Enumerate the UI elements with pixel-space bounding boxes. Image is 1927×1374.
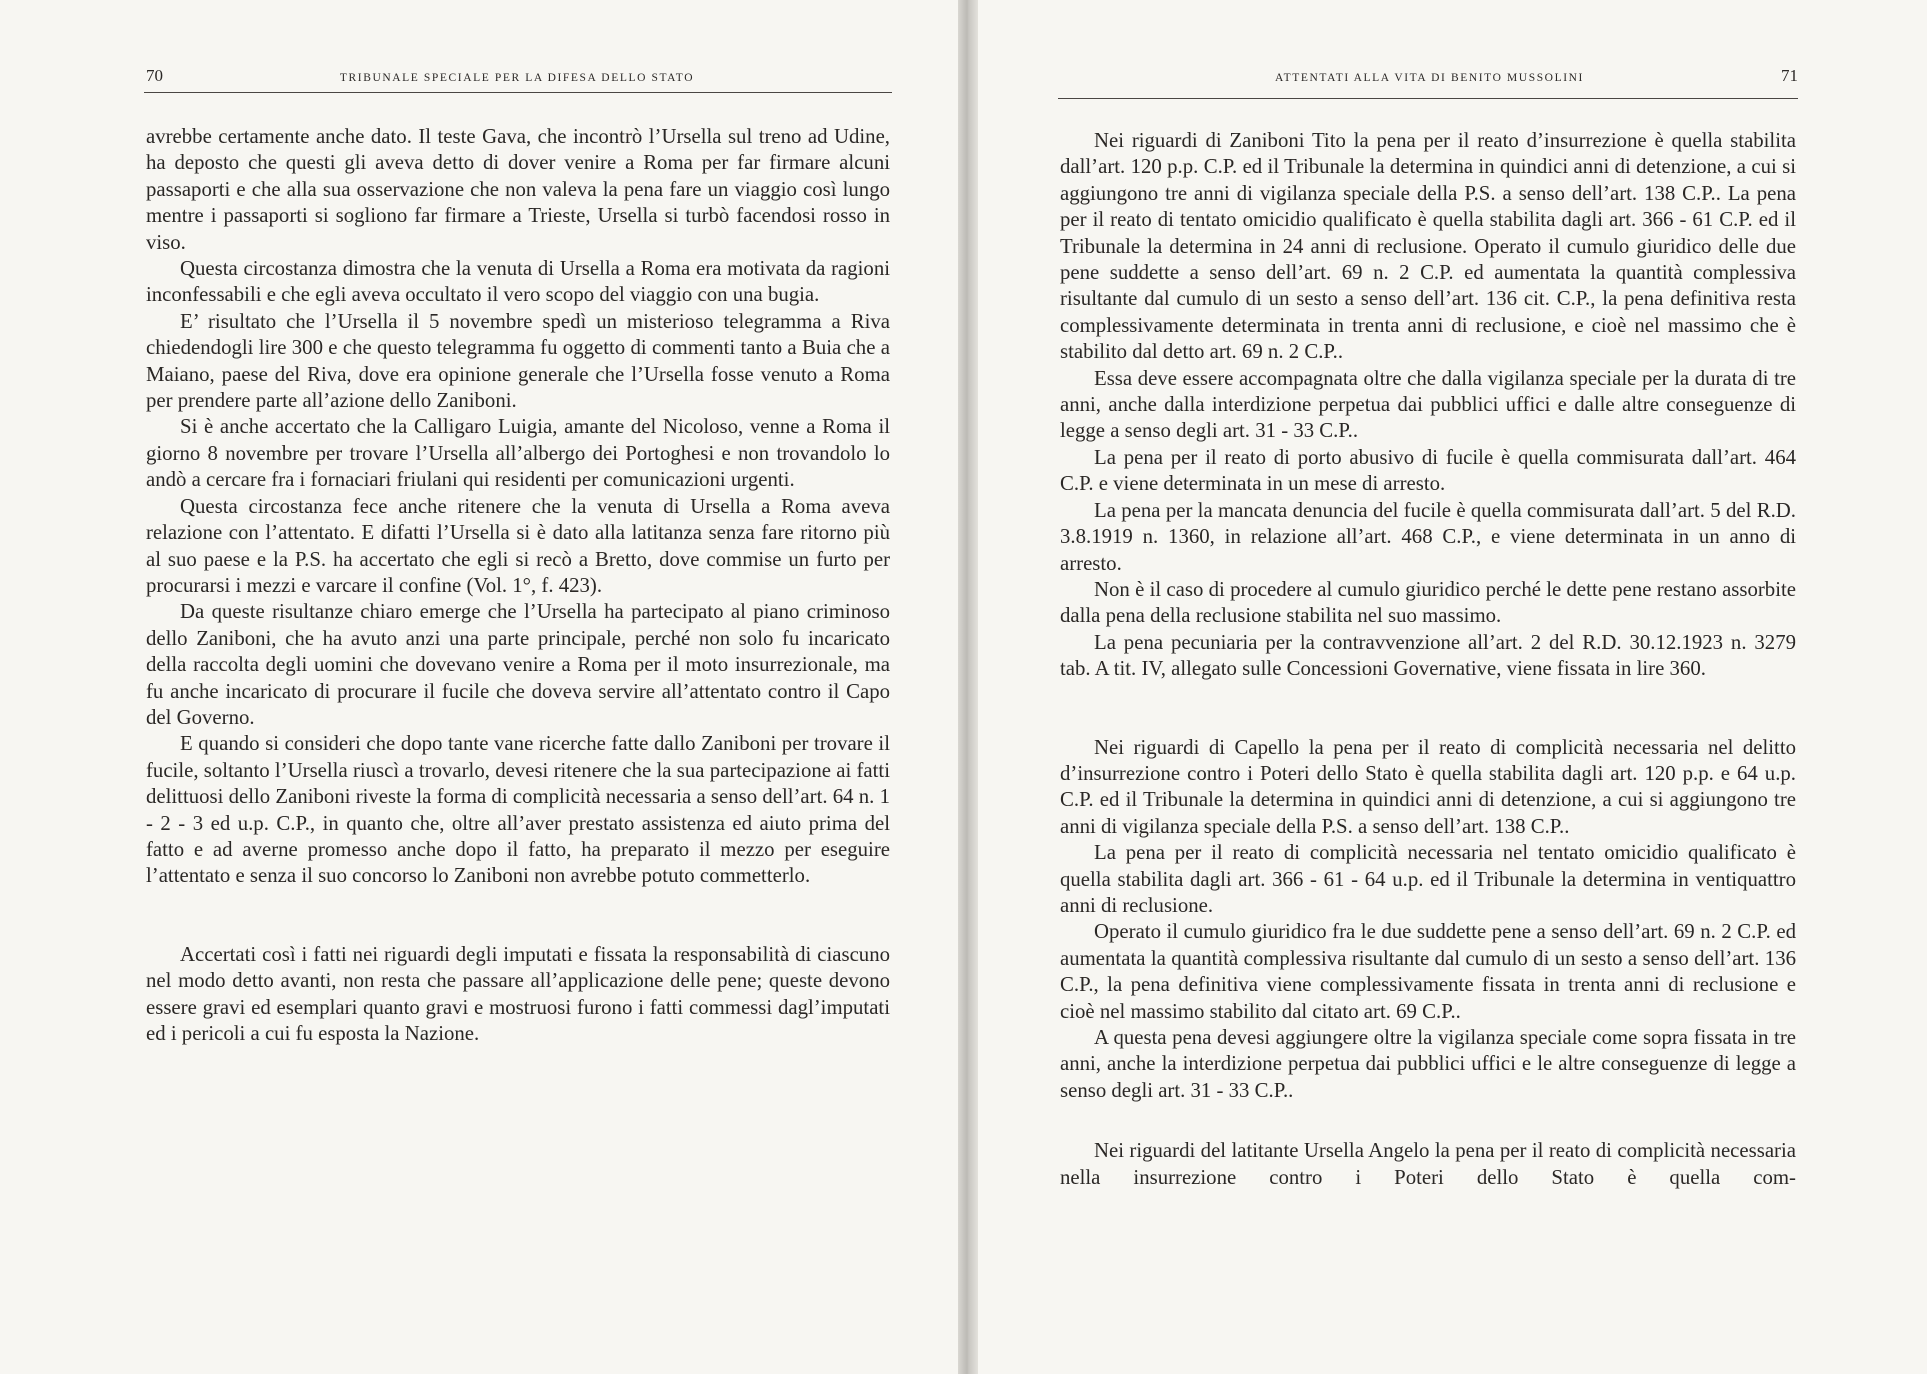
paragraph: avrebbe certamente anche dato. Il teste Gava, che incontrò l’Ursella sul treno ad Udine, ha deposto che questi gli aveva detto di dover venire a Roma per far firmare alcuni passaporti e che alla sua osservazione che non valeva la pena fare un viaggio così lungo mentre i passaporti si sogliono far firmare a Trieste, Ursella si turbò facendosi rosso in viso. (146, 125, 890, 254)
left-running-title: TRIBUNALE SPECIALE PER LA DIFESA DELLO STATO (339, 72, 695, 84)
paragraph: La pena per il reato di complicità necessaria nel tentato omicidio qualificato è quella stabilita dagli art. 366 - 61 - 64 u.p. ed il Tribunale la determina in ventiquattro anni di reclusione. (1060, 841, 1796, 917)
left-page (0, 0, 958, 1374)
left-running-head (146, 66, 891, 86)
paragraph: Essa deve essere accompagnata oltre che dalla vigilanza speciale per la durata di tre anni, anche dalla interdizione perpetua dai pubblici uffici e dalle altre conseguenze di legge a senso degli art. 31 - 33 C.P.. (1060, 366, 1796, 443)
paragraph: La pena per il reato di porto abusivo di fucile è quella commisurata dall’art. 464 C.P. e viene determinata in un mese di arresto. (1060, 445, 1796, 496)
paragraph: Si è anche accertato che la Calligaro Luigia, amante del Nicoloso, venne a Roma il giorno 8 novembre per trovare l’Ursella all’albergo dei Portoghesi e non trovandolo lo andò a cercare fra i fornaciari friulani qui residenti per comunicazioni urgenti. (146, 415, 890, 492)
right-running-title: ATTENTATI ALLA VITA DI BENITO MUSSOLINI (1275, 72, 1584, 84)
paragraph: Questa circostanza dimostra che la venuta di Ursella a Roma era motivata da ragioni inconfessabili e che egli aveva occultato il vero scopo del viaggio con una bugia. (146, 257, 890, 307)
paragraph: Non è il caso di procedere al cumulo giuridico perché le dette pene restano assorbite dalla pena della reclusione stabilita nel suo massimo. (1060, 577, 1796, 628)
right-running-head (1058, 66, 1798, 86)
left-header-rule (144, 92, 892, 93)
paragraph: Questa circostanza fece anche ritenere che la venuta di Ursella a Roma aveva relazione con l’attentato. E difatti l’Ursella si è dato alla latitanza senza fare ritorno più al suo paese e la P.S. ha accertato che egli si recò a Bretto, dove commise un furto per procurarsi i mezzi e varcare il confine (Vol. 1°, f. 423). (146, 494, 890, 597)
left-page-number: 70 (146, 66, 163, 85)
left-body-text (146, 124, 890, 1047)
book-gutter (958, 0, 978, 1374)
paragraph: La pena pecuniaria per la contravvenzione all’art. 2 del R.D. 30.12.1923 n. 3279 tab. A tit. IV, allegato sulle Concessioni Governative, viene fissata in lire 360. (1060, 630, 1796, 681)
right-header-rule (1058, 98, 1798, 99)
paragraph: Da queste risultanze chiaro emerge che l’Ursella ha partecipato al piano criminoso dello Zaniboni, che ha avuto anzi una parte principale, perché non solo fu incaricato della raccolta degli uomini che dovevano venire a Roma per il moto insurrezionale, ma fu anche incaricato di procurare il fucile che doveva servire all’attentato contro il Capo del Governo. (146, 600, 890, 729)
paragraph: Nei riguardi di Zaniboni Tito la pena per il reato d’insurrezione è quella stabilita dall’art. 120 p.p. C.P. ed il Tribunale la determina in quindici anni di detenzione, a cui si aggiungono tre anni di vigilanza speciale della P.S. a senso dell’art. 138 C.P.. La pena per il reato di tentato omicidio qualificato è quella stabilita dagli art. 366 - 61 C.P. ed il Tribunale la determina in 24 anni di reclusione. Operato il cumulo giuridico delle due pene suddette a senso dell’art. 69 n. 2 C.P. ed aumentata la quantità complessiva risultante dal cumulo di un sesto a senso dell’art. 136 cit. C.P., la pena definitiva resta complessivamente determinata in trenta anni di reclusione, e cioè nel massimo che è stabilito dal detto art. 69 n. 2 C.P.. (1060, 129, 1796, 364)
paragraph: La pena per la mancata denuncia del fucile è quella commisurata dall’art. 5 del R.D. 3.8.1919 n. 1360, in relazione all’art. 468 C.P., e viene determinata in un anno di arresto. (1060, 498, 1796, 575)
right-page (978, 0, 1927, 1374)
paragraph: Accertati così i fatti nei riguardi degli imputati e fissata la responsabilità di ciascuno nel modo detto avanti, non resta che passare all’applicazione delle pene; queste devono essere gravi ed esemplari quanto gravi e mostruosi furono i fatti commessi dagl’imputati ed i pericoli a cui fu esposta la Nazione. (146, 942, 890, 1045)
paragraph: A questa pena devesi aggiungere oltre la vigilanza speciale come sopra fissata in tre anni, anche la interdizione perpetua dai pubblici uffici e le altre conseguenze di legge a senso degli art. 31 - 33 C.P.. (1060, 1026, 1796, 1102)
paragraph: Nei riguardi di Capello la pena per il reato di complicità necessaria nel delitto d’insurrezione contro i Poteri dello Stato è quella stabilita dagli art. 120 p.p. e 64 u.p. C.P. ed il Tribunale la determina in quindici anni di detenzione, a cui si aggiungono tre anni di vigilanza speciale della P.S. a senso dell’art. 138 C.P.. (1060, 735, 1796, 838)
paragraph: E’ risultato che l’Ursella il 5 novembre spedì un misterioso telegramma a Riva chiedendogli lire 300 e che questo telegramma fu oggetto di commenti tanto a Buia che a Maiano, paese del Riva, dove era opinione generale che l’Ursella fosse venuto a Roma per prendere parte all’azione dello Zaniboni. (146, 309, 890, 413)
paragraph: Operato il cumulo giuridico fra le due suddette pene a senso dell’art. 69 n. 2 C.P. ed aumentata la quantità complessiva risultante dal cumulo di un sesto a senso dell’art. 136 C.P., la pena definitiva viene complessivamente fissata in trenta anni di reclusione e cioè nel massimo stabilito dal citato art. 69 C.P.. (1060, 920, 1796, 1023)
paragraph: Nei riguardi del latitante Ursella Angelo la pena per il reato di complicità necessaria nella insurrezione contro i Poteri dello Stato è quella com- (1060, 1139, 1796, 1189)
paragraph: E quando si consideri che dopo tante vane ricerche fatte dallo Zaniboni per trovare il fucile, soltanto l’Ursella riuscì a trovarlo, devesi ritenere che la sua partecipazione ai fatti delittuosi dello Zaniboni riveste la forma di complicità necessaria a senso dell’art. 64 n. 1 - 2 - 3 ed u.p. C.P., in quanto che, oltre all’aver prestato assistenza ed aiuto prima del fatto e ad averne promesso anche dopo il fatto, ha preparato il mezzo per eseguire l’attentato e senza il suo concorso lo Zaniboni non avrebbe potuto commetterlo. (146, 732, 890, 888)
right-page-number: 71 (1781, 66, 1798, 85)
right-body-text (1060, 128, 1796, 1191)
